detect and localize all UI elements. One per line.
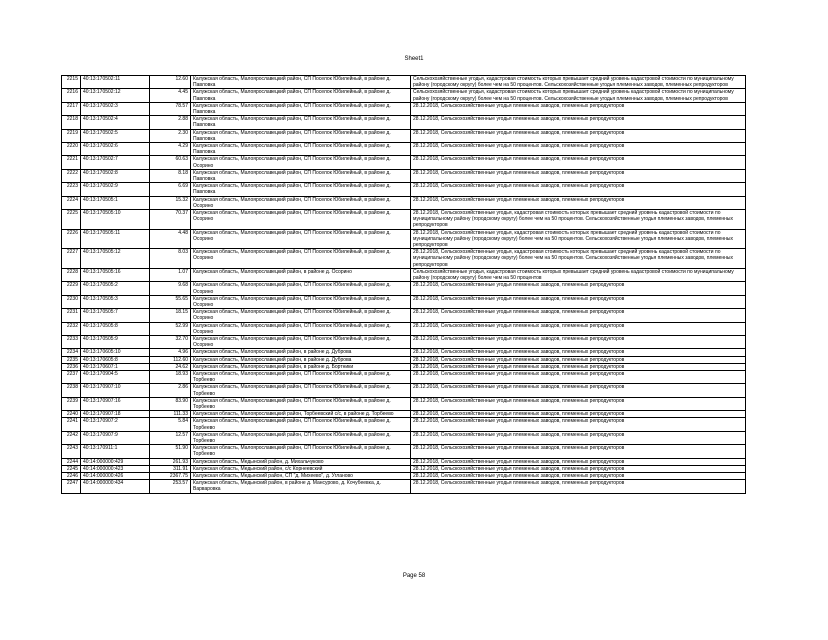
row-number-cell: 2237: [62, 370, 81, 383]
table-row: [62, 322, 746, 335]
address-cell: Калужская область, Малоярославецкий район, СП Поселок Юбилейный, в районе д. Осорино: [191, 229, 411, 249]
table-row: [62, 418, 746, 431]
address-cell: Калужская область, Малоярославецкий район, СП Поселок Юбилейный, в районе д. Осорино: [191, 210, 411, 230]
area-cell: 8.18: [150, 169, 191, 182]
row-number-cell: 2221: [62, 156, 81, 169]
cadastral-number-cell: 40:13:170505:1: [81, 196, 150, 209]
area-cell: 83.90: [150, 397, 191, 410]
cadastral-number-cell: 40:13:170505:16: [81, 268, 150, 281]
area-cell: 60.63: [150, 156, 191, 169]
address-cell: Калужская область, Малоярославецкий район, в районе д. Дуброва: [191, 349, 411, 356]
table-row: [62, 129, 746, 142]
address-cell: Калужская область, Малоярославецкий район, в районе д. Осорино: [191, 268, 411, 281]
table-row: [62, 116, 746, 129]
address-cell: Калужская область, Малоярославецкий район, СП Поселок Юбилейный, в районе д. Павловка: [191, 169, 411, 182]
area-cell: 6.69: [150, 183, 191, 196]
area-cell: 32.70: [150, 335, 191, 348]
cadastral-number-cell: 40:13:170502:11: [81, 76, 150, 89]
table-row: [62, 183, 746, 196]
row-number-cell: 2240: [62, 411, 81, 418]
address-cell: Калужская область, Малоярославецкий район, СП Поселок Юбилейный, в районе д. Торбеево: [191, 397, 411, 410]
cadastral-number-cell: 40:13:170907:16: [81, 397, 150, 410]
table-row: [62, 282, 746, 295]
row-number-cell: 2238: [62, 384, 81, 397]
area-cell: 311.91: [150, 465, 191, 472]
cadastral-number-cell: 40:13:170907:18: [81, 411, 150, 418]
table-row: [62, 156, 746, 169]
description-cell: Сельскохозяйственные угодья, кадастровая стоимость которых превышает средний уровень кадастровой стоимости по муниципальному району (городскому округу) более чем на 50 процентов: [411, 268, 746, 281]
row-number-cell: 2244: [62, 458, 81, 465]
area-cell: 12.57: [150, 431, 191, 444]
address-cell: Калужская область, Малоярославецкий район, СП Поселок Юбилейный, в районе д. Торбеево: [191, 431, 411, 444]
row-number-cell: 2233: [62, 335, 81, 348]
description-cell: 28.12.2018, Сельскохозяйственные угодья племенных заводов, племенных репродукторов: [411, 295, 746, 308]
address-cell: Калужская область, Малоярославецкий район, в районе д. Дуброва: [191, 356, 411, 363]
table-row: [62, 397, 746, 410]
row-number-cell: 2218: [62, 116, 81, 129]
table-row: [62, 431, 746, 444]
address-cell: Калужская область, Малоярославецкий район, СП Поселок Юбилейный, в районе д. Осорино: [191, 309, 411, 322]
table-row: [62, 349, 746, 356]
description-cell: 28.12.2018, Сельскохозяйственные угодья, кадастровая стоимость которых превышает средний уровень кадастровой стоимости по муниципальному району (городскому округу) более чем на 50 процентов. Сельскохозяйственные угодья племенных заводов, племенных репродукторов: [411, 249, 746, 269]
description-cell: 28.12.2018, Сельскохозяйственные угодья, кадастровая стоимость которых превышает средний уровень кадастровой стоимости по муниципальному району (городскому округу) более чем на 50 процентов. Сельскохозяйственные угодья племенных заводов, племенных репродукторов: [411, 229, 746, 249]
address-cell: Калужская область, Медынский район, в районе д. Мансурово, д. Кочубеевка, д. Варваровка: [191, 480, 411, 493]
address-cell: Калужская область, Медынский район, СП "д. Михеево", д. Угланово: [191, 472, 411, 479]
address-cell: Калужская область, Малоярославецкий район, СП Поселок Юбилейный, в районе д. Осорино: [191, 196, 411, 209]
table-row: [62, 249, 746, 269]
row-number-cell: 2230: [62, 295, 81, 308]
area-cell: 4.96: [150, 349, 191, 356]
address-cell: Калужская область, Малоярославецкий район, в районе д. Бортники: [191, 363, 411, 370]
description-cell: 28.12.2018, Сельскохозяйственные угодья племенных заводов, племенных репродукторов: [411, 156, 746, 169]
row-number-cell: 2226: [62, 229, 81, 249]
address-cell: Калужская область, Малоярославецкий район, СП Поселок Юбилейный, в районе д. Осорино: [191, 249, 411, 269]
area-cell: 2.88: [150, 116, 191, 129]
row-number-cell: 2223: [62, 183, 81, 196]
description-cell: 28.12.2018, Сельскохозяйственные угодья племенных заводов, племенных репродукторов: [411, 143, 746, 156]
area-cell: 4.45: [150, 89, 191, 102]
row-number-cell: 2241: [62, 418, 81, 431]
address-cell: Калужская область, Малоярославецкий район, СП Поселок Юбилейный, в районе д. Торбеево: [191, 384, 411, 397]
table-row: [62, 384, 746, 397]
row-number-cell: 2236: [62, 363, 81, 370]
cadastral-number-cell: 40:13:170907:2: [81, 418, 150, 431]
cadastral-number-cell: 40:13:170502:7: [81, 156, 150, 169]
table-row: [62, 356, 746, 363]
row-number-cell: 2232: [62, 322, 81, 335]
sheet-title: Sheet1: [404, 56, 424, 62]
table-row: [62, 89, 746, 102]
cadastral-number-cell: 40:13:170907:10: [81, 384, 150, 397]
cadastral-number-cell: 40:13:170505:9: [81, 335, 150, 348]
area-cell: 12.60: [150, 76, 191, 89]
description-cell: 28.12.2018, Сельскохозяйственные угодья племенных заводов, племенных репродукторов: [411, 384, 746, 397]
row-number-cell: 2229: [62, 282, 81, 295]
cadastral-number-cell: 40:13:170911:1: [81, 445, 150, 458]
description-cell: 28.12.2018, Сельскохозяйственные угодья племенных заводов, племенных репродукторов: [411, 169, 746, 182]
area-cell: 51.90: [150, 445, 191, 458]
row-number-cell: 2235: [62, 356, 81, 363]
cadastral-number-cell: 40:13:170502:3: [81, 102, 150, 115]
table-row: [62, 363, 746, 370]
row-number-cell: 2217: [62, 102, 81, 115]
description-cell: Сельскохозяйственные угодья, кадастровая стоимость которых превышает средний уровень кадастровой стоимости по муниципальному району (городскому округу) более чем на 50 процентов. Сельскохозяйственные угодья племенных заводов, племенных репродукторов: [411, 89, 746, 102]
cadastral-number-cell: 40:13:170505:12: [81, 249, 150, 269]
area-cell: 2.86: [150, 384, 191, 397]
area-cell: 8.03: [150, 249, 191, 269]
description-cell: 28.12.2018, Сельскохозяйственные угодья племенных заводов, племенных репродукторов: [411, 445, 746, 458]
table-row: [62, 445, 746, 458]
table-row: [62, 143, 746, 156]
area-cell: 52.99: [150, 322, 191, 335]
cadastral-number-cell: 40:13:170502:9: [81, 183, 150, 196]
row-number-cell: 2242: [62, 431, 81, 444]
description-cell: 28.12.2018, Сельскохозяйственные угодья племенных заводов, племенных репродукторов: [411, 322, 746, 335]
cadastral-number-cell: 40:14:000000:434: [81, 480, 150, 493]
address-cell: Калужская область, Малоярославецкий район, СП Поселок Юбилейный, в районе д. Торбеево: [191, 418, 411, 431]
description-cell: 28.12.2018, Сельскохозяйственные угодья племенных заводов, племенных репродукторов: [411, 196, 746, 209]
address-cell: Калужская область, Медынский район, д. Михальчуково: [191, 458, 411, 465]
area-cell: 2.30: [150, 129, 191, 142]
row-number-cell: 2234: [62, 349, 81, 356]
address-cell: Калужская область, Малоярославецкий район, СП Поселок Юбилейный, в районе д. Торбеево: [191, 445, 411, 458]
row-number-cell: 2247: [62, 480, 81, 493]
description-cell: 28.12.2018, Сельскохозяйственные угодья племенных заводов, племенных репродукторов: [411, 370, 746, 383]
row-number-cell: 2245: [62, 465, 81, 472]
description-cell: 28.12.2018, Сельскохозяйственные угодья племенных заводов, племенных репродукторов: [411, 411, 746, 418]
description-cell: 28.12.2018, Сельскохозяйственные угодья племенных заводов, племенных репродукторов: [411, 335, 746, 348]
table-row: [62, 102, 746, 115]
area-cell: 261.93: [150, 458, 191, 465]
row-number-cell: 2215: [62, 76, 81, 89]
description-cell: 28.12.2018, Сельскохозяйственные угодья племенных заводов, племенных репродукторов: [411, 465, 746, 472]
area-cell: 253.57: [150, 480, 191, 493]
description-cell: 28.12.2018, Сельскохозяйственные угодья, кадастровая стоимость которых превышает средний уровень кадастровой стоимости по муниципальному району (городскому округу) более чем на 50 процентов. Сельскохозяйственные угодья племенных заводов, племенных репродукторов: [411, 210, 746, 230]
cadastral-number-cell: 40:14:000000:423: [81, 465, 150, 472]
row-number-cell: 2222: [62, 169, 81, 182]
area-cell: 4.48: [150, 229, 191, 249]
description-cell: 28.12.2018, Сельскохозяйственные угодья племенных заводов, племенных репродукторов: [411, 102, 746, 115]
address-cell: Калужская область, Малоярославецкий район, СП Поселок Юбилейный, в районе д. Осорино: [191, 295, 411, 308]
area-cell: 18.93: [150, 370, 191, 383]
row-number-cell: 2224: [62, 196, 81, 209]
address-cell: Калужская область, Малоярославецкий район, СП Поселок Юбилейный, в районе д. Павловка: [191, 102, 411, 115]
cadastral-number-cell: 40:13:170505:8: [81, 322, 150, 335]
description-cell: 28.12.2018, Сельскохозяйственные угодья племенных заводов, племенных репродукторов: [411, 309, 746, 322]
row-number-cell: 2227: [62, 249, 81, 269]
table-row: [62, 370, 746, 383]
address-cell: Калужская область, Малоярославецкий район, СП Поселок Юбилейный, в районе д. Павловка: [191, 183, 411, 196]
cadastral-number-cell: 40:13:170605:10: [81, 349, 150, 356]
cadastral-number-cell: 40:13:170502:4: [81, 116, 150, 129]
address-cell: Калужская область, Малоярославецкий район, Торбеевский с/с, в районе д. Торбеево: [191, 411, 411, 418]
description-cell: 28.12.2018, Сельскохозяйственные угодья племенных заводов, племенных репродукторов: [411, 397, 746, 410]
description-cell: 28.12.2018, Сельскохозяйственные угодья племенных заводов, племенных репродукторов: [411, 480, 746, 493]
area-cell: 78.57: [150, 102, 191, 115]
row-number-cell: 2239: [62, 397, 81, 410]
area-cell: 112.60: [150, 356, 191, 363]
area-cell: 1.07: [150, 268, 191, 281]
description-cell: 28.12.2018, Сельскохозяйственные угодья племенных заводов, племенных репродукторов: [411, 431, 746, 444]
cadastral-number-cell: 40:13:170505:7: [81, 309, 150, 322]
cadastral-number-cell: 40:13:170605:8: [81, 356, 150, 363]
description-cell: 28.12.2018, Сельскохозяйственные угодья племенных заводов, племенных репродукторов: [411, 356, 746, 363]
description-cell: 28.12.2018, Сельскохозяйственные угодья племенных заводов, племенных репродукторов: [411, 183, 746, 196]
address-cell: Калужская область, Малоярославецкий район, СП Поселок Юбилейный, в районе д. Осорино: [191, 282, 411, 295]
table-row: [62, 229, 746, 249]
area-cell: 15.32: [150, 196, 191, 209]
row-number-cell: 2225: [62, 210, 81, 230]
row-number-cell: 2246: [62, 472, 81, 479]
data-table: [61, 75, 746, 494]
address-cell: Калужская область, Малоярославецкий район, СП Поселок Юбилейный, в районе д. Павловка: [191, 129, 411, 142]
cadastral-number-cell: 40:13:170607:1: [81, 363, 150, 370]
description-cell: 28.12.2018, Сельскохозяйственные угодья племенных заводов, племенных репродукторов: [411, 458, 746, 465]
address-cell: Калужская область, Малоярославецкий район, СП Поселок Юбилейный, в районе д. Осорино: [191, 335, 411, 348]
address-cell: Калужская область, Малоярославецкий район, СП Поселок Юбилейный, в районе д. Павловка: [191, 89, 411, 102]
table-row: [62, 295, 746, 308]
description-cell: 28.12.2018, Сельскохозяйственные угодья племенных заводов, племенных репродукторов: [411, 282, 746, 295]
cadastral-number-cell: 40:13:170505:2: [81, 282, 150, 295]
address-cell: Калужская область, Малоярославецкий район, СП Поселок Юбилейный, в районе д. Павловка: [191, 76, 411, 89]
area-cell: 55.65: [150, 295, 191, 308]
address-cell: Калужская область, Малоярославецкий район, СП Поселок Юбилейный, в районе д. Павловка: [191, 116, 411, 129]
area-cell: 9.68: [150, 282, 191, 295]
description-cell: Сельскохозяйственные угодья, кадастровая стоимость которых превышает средний уровень кадастровой стоимости по муниципальному району (городскому округу) более чем на 50 процентов. Сельскохозяйственные угодья племенных заводов, племенных репродукторов: [411, 76, 746, 89]
area-cell: 5.84: [150, 418, 191, 431]
area-cell: 70.37: [150, 210, 191, 230]
cadastral-number-cell: 40:13:170505:10: [81, 210, 150, 230]
description-cell: 28.12.2018, Сельскохозяйственные угодья племенных заводов, племенных репродукторов: [411, 116, 746, 129]
table-row: [62, 76, 746, 89]
area-cell: 111.33: [150, 411, 191, 418]
cadastral-number-cell: 40:13:170502:12: [81, 89, 150, 102]
address-cell: Калужская область, Малоярославецкий район, СП Поселок Юбилейный, в районе д. Павловка: [191, 143, 411, 156]
address-cell: Калужская область, Малоярославецкий район, СП Поселок Юбилейный, в районе д. Осорино: [191, 322, 411, 335]
description-cell: 28.12.2018, Сельскохозяйственные угодья племенных заводов, племенных репродукторов: [411, 363, 746, 370]
cadastral-number-cell: 40:14:000000:426: [81, 472, 150, 479]
table-row: [62, 335, 746, 348]
row-number-cell: 2219: [62, 129, 81, 142]
row-number-cell: 2243: [62, 445, 81, 458]
table-row: [62, 480, 746, 493]
description-cell: 28.12.2018, Сельскохозяйственные угодья племенных заводов, племенных репродукторов: [411, 472, 746, 479]
description-cell: 28.12.2018, Сельскохозяйственные угодья племенных заводов, племенных репродукторов: [411, 129, 746, 142]
table-row: [62, 309, 746, 322]
table-row: [62, 268, 746, 281]
row-number-cell: 2220: [62, 143, 81, 156]
cadastral-number-cell: 40:13:170907:9: [81, 431, 150, 444]
address-cell: Калужская область, Малоярославецкий район, СП Поселок Юбилейный, в районе д. Осорино: [191, 156, 411, 169]
cadastral-number-cell: 40:14:000000:429: [81, 458, 150, 465]
cadastral-number-cell: 40:13:170502:5: [81, 129, 150, 142]
table-row: [62, 465, 746, 472]
address-cell: Калужская область, Медынский район, с/с Корнеевский: [191, 465, 411, 472]
table-row: [62, 458, 746, 465]
page-number: Page 58: [402, 573, 426, 579]
table-row: [62, 196, 746, 209]
cadastral-number-cell: 40:13:170505:3: [81, 295, 150, 308]
cadastral-number-cell: 40:13:170502:6: [81, 143, 150, 156]
table-row: [62, 472, 746, 479]
description-cell: 28.12.2018, Сельскохозяйственные угодья племенных заводов, племенных репродукторов: [411, 349, 746, 356]
area-cell: 2367.75: [150, 472, 191, 479]
row-number-cell: 2228: [62, 268, 81, 281]
cadastral-number-cell: 40:13:170502:8: [81, 169, 150, 182]
row-number-cell: 2216: [62, 89, 81, 102]
row-number-cell: 2231: [62, 309, 81, 322]
area-cell: 18.15: [150, 309, 191, 322]
table-row: [62, 210, 746, 230]
cadastral-number-cell: 40:13:170505:11: [81, 229, 150, 249]
description-cell: 28.12.2018, Сельскохозяйственные угодья племенных заводов, племенных репродукторов: [411, 418, 746, 431]
table-row: [62, 411, 746, 418]
table-body: [62, 76, 746, 494]
cadastral-number-cell: 40:13:170904:5: [81, 370, 150, 383]
table-row: [62, 169, 746, 182]
area-cell: 24.62: [150, 363, 191, 370]
address-cell: Калужская область, Малоярославецкий район, СП Поселок Юбилейный, в районе д. Торбеево: [191, 370, 411, 383]
area-cell: 4.29: [150, 143, 191, 156]
